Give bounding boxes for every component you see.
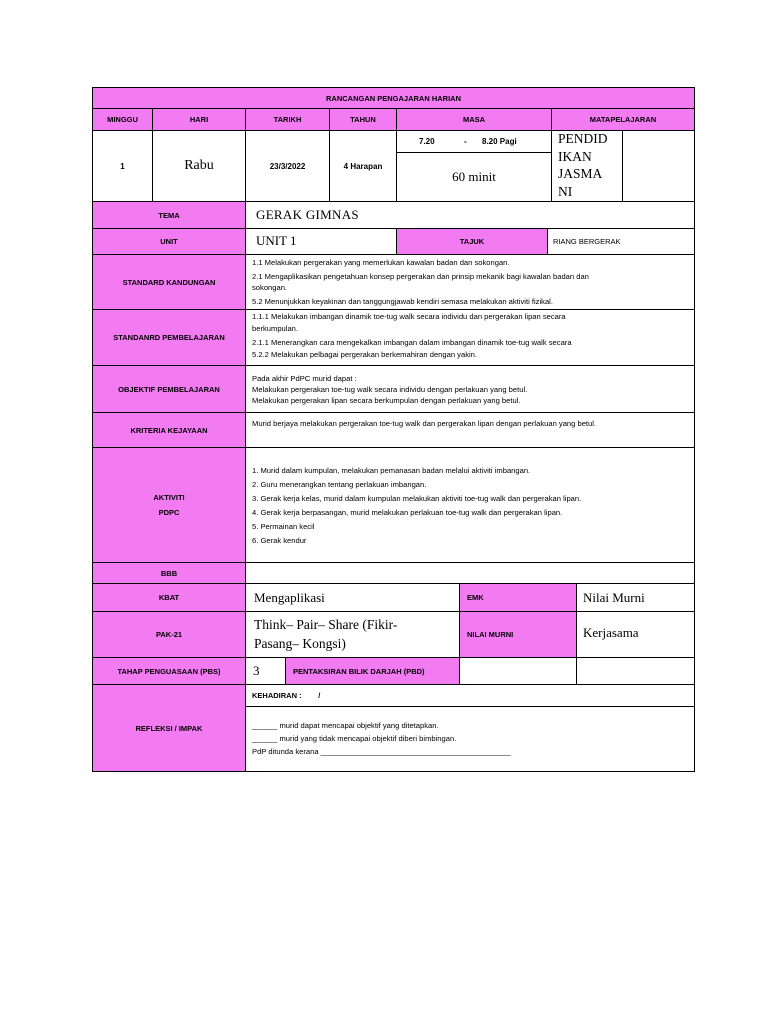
pbs-value-cell (245, 657, 286, 685)
col-tahun (329, 108, 397, 131)
tarikh-value: 23/3/2022 (269, 161, 306, 171)
bbb-label-cell (92, 562, 246, 584)
masa-duration-cell (396, 152, 552, 202)
standard-kandungan-label: STANDARD KANDUNGAN (122, 277, 216, 287)
masa-dash: - (464, 137, 467, 146)
refleksi-label: REFLEKSI / IMPAK (135, 723, 203, 733)
sk-line-4: 5.2 Menunjukkan keyakinan dan tanggungjawab kendiri semasa melakukan aktiviti fizikal. (252, 297, 553, 306)
aktiviti-line-6: 6. Gerak kendur (252, 536, 307, 545)
kbat-label-cell (92, 583, 246, 612)
sp-line-1: 1.1.1 Melakukan imbangan dinamik toe-tug walk secara individu dan pergerakan lipan secara (252, 312, 566, 321)
emk-value-cell (576, 583, 695, 612)
standard-pembelajaran-label-cell (92, 309, 246, 366)
pak21-label: PAK-21 (155, 630, 183, 639)
col-tahun-label: TAHUN (350, 115, 376, 124)
standard-kandungan-label-cell (92, 254, 246, 310)
tajuk-label-cell (396, 228, 548, 255)
kehadiran-label: KEHADIRAN : / (252, 691, 321, 700)
objektif-line-2: Melakukan pergerakan toe-tug walk secara individu dengan perlakuan yang betul. (252, 385, 528, 394)
pak21-line-1: Think– Pair– Share (Fikir- (254, 617, 398, 632)
sk-line-2: 2.1 Mengaplikasikan pengetahuan konsep pergerakan dan prinsip mekanik bagi kawalan badan dan (252, 272, 589, 281)
pbd-label: PENTAKSIRAN BILIK DARJAH (PBD) (293, 666, 425, 676)
kbat-value: Mengaplikasi (254, 590, 325, 605)
pak21-line-2: Pasang– Kongsi) (254, 636, 346, 651)
col-minggu-label: MINGGU (107, 115, 138, 124)
masa-start: 7.20 (419, 137, 435, 146)
bbb-value-cell (245, 562, 695, 584)
pbd-value-cell-1 (459, 657, 577, 685)
objektif-content (245, 365, 695, 413)
col-masa (396, 108, 552, 131)
nilai-murni-label-cell (459, 611, 577, 658)
emk-label: EMK (467, 593, 484, 602)
unit-label-cell (92, 228, 246, 255)
col-hari-label: HARI (189, 115, 209, 124)
aktiviti-label-cell (92, 447, 246, 563)
nilai-murni-value: Kerjasama (583, 625, 639, 640)
subject-line-1: PENDID (558, 131, 608, 146)
aktiviti-line-4: 4. Gerak kerja berpasangan, murid melakukan perlakuan toe-tug walk dan pergerakan lipan. (252, 508, 563, 517)
plan-title (92, 87, 695, 109)
pak21-value (254, 615, 397, 653)
refleksi-line-3: PdP ditunda kerana _____________________________________________ (252, 747, 511, 756)
col-matapelajaran (551, 108, 695, 131)
minggu-value: 1 (120, 161, 125, 171)
aktiviti-label: AKTIVITI (153, 493, 185, 502)
tajuk-value: RIANG BERGERAK (553, 237, 621, 246)
standard-pembelajaran-label: STANDANRD PEMBELAJARAN (113, 333, 225, 342)
col-minggu (92, 108, 153, 131)
kehadiran-cell (245, 684, 695, 707)
pak21-label-cell (92, 611, 246, 658)
refleksi-line-2: ______ murid yang tidak mencapai objektif diberi bimbingan. (252, 734, 457, 743)
masa-end: 8.20 Pagi (482, 137, 517, 146)
subject-value (558, 130, 608, 200)
tema-value: GERAK GIMNAS (256, 207, 359, 222)
sp-line-2: berkumpulan. (252, 324, 299, 333)
refleksi-line-1: ______ murid dapat mencapai objektif yang ditetapkan. (252, 721, 439, 730)
objektif-line-1: Pada akhir PdPC murid dapat : (252, 374, 357, 383)
col-tarikh (245, 108, 330, 131)
pbd-label-cell (285, 657, 460, 685)
unit-value: UNIT 1 (256, 233, 297, 248)
tarikh-value-cell (245, 130, 330, 202)
objektif-line-3: Melakukan pergerakan lipan secara berkumpulan dengan perlakuan yang betul. (252, 396, 521, 405)
hari-value: Rabu (184, 158, 214, 173)
plan-title-text: RANCANGAN PENGAJARAN HARIAN (325, 93, 461, 103)
objektif-label-cell (92, 365, 246, 413)
tajuk-label: TAJUK (459, 237, 485, 246)
emk-value: Nilai Murni (583, 590, 645, 605)
sp-line-3: 2.1.1 Menerangkan cara mengekalkan imbangan dalam imbangan dinamik toe-tug walk secara (252, 338, 572, 347)
objektif-label: OBJEKTIF PEMBELAJARAN (118, 384, 220, 394)
pbs-label-cell (92, 657, 246, 685)
unit-label: UNIT (160, 237, 178, 246)
pdpc-label: PDPC (158, 508, 180, 517)
minggu-value-cell (92, 130, 153, 202)
sk-line-3: sokongan. (252, 283, 288, 292)
subject-line-3: JASMA (558, 166, 603, 181)
col-hari (152, 108, 246, 131)
kriteria-label: KRITERIA KEJAYAAN (130, 425, 208, 435)
subject-blank-cell (622, 130, 695, 202)
nilai-murni-label: NILAI MURNI (467, 630, 514, 639)
subject-value-cell (551, 130, 623, 202)
standard-pembelajaran-content (245, 309, 695, 366)
kbat-value-cell (245, 583, 460, 612)
col-matapelajaran-label: MATAPELAJARAN (589, 115, 657, 124)
standard-kandungan-content (245, 254, 695, 310)
unit-value-cell (245, 228, 397, 255)
refleksi-label-cell (92, 684, 246, 772)
kriteria-label-cell (92, 412, 246, 448)
subject-line-4: NI (558, 183, 573, 199)
tahun-value-cell (329, 130, 397, 202)
emk-label-cell (459, 583, 577, 612)
pak21-value-cell (245, 611, 460, 658)
aktiviti-content (245, 447, 695, 563)
sp-line-4: 5.2.2 Melakukan pelbagai pergerakan berkemahiran dengan yakin. (252, 350, 478, 359)
refleksi-content (245, 706, 695, 772)
tema-value-cell (245, 201, 695, 229)
aktiviti-line-2: 2. Guru menerangkan tentang perlakuan imbangan. (252, 480, 427, 489)
tema-label: TEMA (158, 210, 180, 220)
hari-value-cell (152, 130, 246, 202)
kbat-label: KBAT (158, 593, 180, 602)
aktiviti-line-5: 5. Permainan kecil (252, 522, 315, 531)
subject-line-2: IKAN (558, 148, 592, 164)
kriteria-text: Murid berjaya melakukan pergerakan toe-tug walk dan pergerakan lipan dengan perlakuan yang betul. (252, 419, 597, 428)
tema-label-cell (92, 201, 246, 229)
bbb-label: BBB (160, 568, 178, 578)
nilai-murni-value-cell (576, 611, 695, 658)
tahun-value: 4 Harapan (343, 161, 383, 171)
pbs-value: 3 (253, 663, 260, 678)
col-masa-label: MASA (462, 115, 486, 124)
pbs-label: TAHAP PENGUASAAN (PBS) (117, 666, 221, 676)
tajuk-value-cell (547, 228, 695, 255)
kriteria-content (245, 412, 695, 448)
pbd-value-cell-2 (576, 657, 695, 685)
aktiviti-line-1: 1. Murid dalam kumpulan, melakukan pemanasan badan melalui aktiviti imbangan. (252, 466, 531, 475)
masa-duration: 60 minit (452, 169, 496, 184)
masa-time-cell (396, 130, 552, 153)
col-tarikh-label: TARIKH (273, 115, 302, 124)
aktiviti-line-3: 3. Gerak kerja kelas, murid dalam kumpulan melakukan aktiviti toe-tug walk dan pergerakan lipan. (252, 494, 582, 503)
sk-line-1: 1.1 Melakukan pergerakan yang memerlukan kawalan badan dan sokongan. (252, 258, 510, 267)
